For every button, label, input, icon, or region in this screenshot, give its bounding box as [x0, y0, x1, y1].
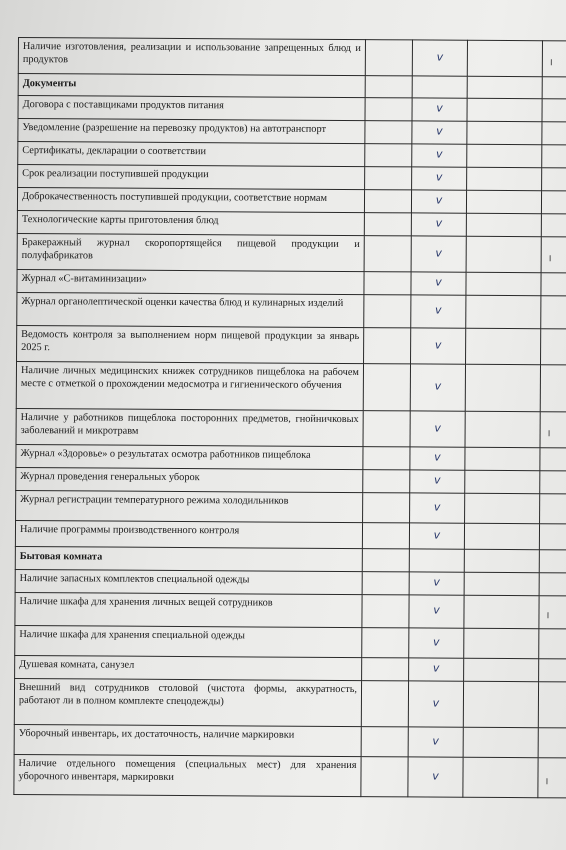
column-4-cell: [539, 550, 566, 573]
check-mark: v: [434, 379, 442, 393]
criterion-text: Журнал «Здоровье» о результатах осмотра работников пищеблока: [16, 444, 363, 469]
column-1-cell: [365, 167, 412, 190]
checklist-row: [16, 490, 566, 524]
column-1-cell: [363, 364, 410, 411]
column-4-cell: [539, 629, 566, 659]
column-4-cell: [539, 659, 566, 682]
column-4-cell: [540, 412, 566, 448]
column-4-cell: [542, 41, 566, 77]
check-mark: v: [436, 101, 443, 115]
criterion-text: Наличие личных медицинских книжек сотрудников пищеблока на рабочем месте с отметкой о прохождении медосмотра и гигиенического обучения: [16, 361, 363, 410]
compliance-mark-cell: [409, 549, 464, 572]
check-mark: v: [433, 635, 440, 649]
column-3-cell: [467, 98, 542, 121]
pencil-tick-mark: [550, 255, 551, 261]
column-4-cell: [542, 99, 566, 122]
check-mark: v: [434, 421, 441, 435]
criterion-text: Журнал регистрации температурного режима холодильников: [16, 490, 363, 522]
compliance-mark-cell: [411, 295, 466, 328]
criterion-text: Наличие у работников пищеблока посторонних предметов, гнойничковых заболеваний и микротравм: [16, 408, 363, 446]
compliance-mark-cell: [408, 681, 463, 727]
column-1-cell: [361, 757, 408, 797]
compliance-mark-cell: [409, 595, 464, 628]
column-4-cell: [538, 758, 566, 798]
compliance-mark-cell: [412, 40, 467, 76]
compliance-mark-cell: [411, 272, 466, 295]
check-mark: v: [436, 50, 444, 64]
check-mark: v: [432, 734, 439, 748]
criterion-text: Наличие шкафа для хранения личных вещей сотрудников: [15, 592, 362, 627]
column-4-cell: [542, 145, 566, 168]
check-mark: v: [435, 275, 442, 289]
checklist-row: [15, 520, 566, 550]
column-1-cell: [362, 549, 409, 572]
check-mark: v: [432, 769, 439, 783]
column-1-cell: [362, 628, 409, 658]
check-mark: v: [435, 147, 443, 161]
criterion-text: Журнал проведения генеральных уборок: [16, 467, 363, 492]
column-3-cell: [464, 628, 539, 658]
check-mark: v: [435, 246, 442, 260]
column-1-cell: [365, 40, 412, 76]
column-3-cell: [467, 144, 542, 167]
check-mark: v: [435, 170, 443, 184]
column-1-cell: [361, 727, 408, 757]
check-mark: v: [434, 338, 442, 352]
compliance-mark-cell: [409, 523, 464, 549]
column-4-cell: [541, 296, 566, 329]
criterion-text: Наличие шкафа для хранения специальной одежды: [15, 625, 362, 657]
compliance-mark-cell: [411, 213, 466, 236]
column-1-cell: [362, 523, 409, 549]
criterion-text: Бракеражный журнал скоропортящейся пищевой продукции и полуфабрикатов: [17, 233, 364, 271]
column-3-cell: [463, 681, 538, 727]
checklist-row: [16, 361, 566, 412]
column-1-cell: [365, 98, 412, 121]
column-3-cell: [467, 167, 542, 190]
column-1-cell: [364, 190, 411, 213]
compliance-mark-cell: [412, 98, 467, 121]
compliance-mark-cell: [412, 76, 467, 98]
column-4-cell: [540, 448, 566, 471]
check-mark: v: [433, 473, 441, 487]
criterion-text: Уведомление (разрешение на перевозку продуктов) на автотранспорт: [18, 119, 365, 144]
column-3-cell: [463, 727, 538, 757]
section-title: Документы: [18, 74, 365, 98]
checklist-row: [15, 592, 566, 629]
column-4-cell: [542, 77, 566, 99]
column-3-cell: [466, 328, 541, 364]
compliance-mark-cell: [410, 411, 465, 447]
column-1-cell: [363, 470, 410, 493]
compliance-mark-cell: [411, 236, 466, 272]
column-4-cell: [541, 329, 566, 365]
check-mark: v: [433, 500, 441, 514]
checklist-row: [17, 292, 566, 329]
compliance-mark-cell: [411, 328, 466, 364]
criterion-text: Наличие отдельного помещения (специальных мест) для хранения уборочного инвентаря, маркировки: [14, 754, 361, 796]
column-4-cell: [542, 168, 566, 191]
compliance-mark-cell: [408, 757, 463, 797]
column-1-cell: [362, 658, 409, 681]
check-mark: v: [436, 124, 443, 138]
check-mark: v: [433, 575, 440, 589]
column-1-cell: [363, 447, 410, 470]
check-mark: v: [435, 303, 442, 317]
criterion-text: Наличие запасных комплектов специальной одежды: [15, 569, 362, 594]
inspection-checklist-table: [13, 37, 566, 799]
criterion-text: Внешний вид сотрудников столовой (чистота формы, аккуратность, работают ли в полном комплекте спецодежды): [14, 678, 361, 726]
compliance-mark-cell: [412, 167, 467, 190]
compliance-mark-cell: [412, 121, 467, 144]
column-4-cell: [538, 728, 566, 758]
criterion-text: Сертификаты, декларации о соответствии: [18, 142, 365, 167]
column-3-cell: [466, 272, 541, 295]
column-1-cell: [364, 328, 411, 364]
checklist-row: [18, 38, 566, 78]
section-title: Бытовая комната: [15, 546, 362, 571]
criterion-text: Уборочный инвентарь, их достаточность, наличие маркировки: [14, 724, 361, 756]
criterion-text: Наличие программы производственного контроля: [15, 520, 362, 548]
compliance-mark-cell: [411, 190, 466, 213]
column-1-cell: [364, 213, 411, 236]
column-1-cell: [362, 595, 409, 628]
column-1-cell: [365, 76, 412, 98]
column-3-cell: [467, 76, 542, 98]
checklist-row: [14, 754, 566, 798]
column-4-cell: [542, 122, 566, 145]
compliance-mark-cell: [409, 572, 464, 595]
check-mark: v: [435, 216, 443, 230]
column-1-cell: [365, 144, 412, 167]
column-4-cell: [539, 573, 566, 596]
compliance-mark-cell: [410, 447, 465, 470]
column-1-cell: [362, 572, 409, 595]
column-3-cell: [465, 411, 540, 447]
column-3-cell: [465, 364, 540, 411]
criterion-text: Доброкачественность поступившей продукции, соответствие нормам: [17, 188, 364, 213]
column-4-cell: [541, 273, 566, 296]
criterion-text: Наличие изготовления, реализации и использование запрещенных блюд и продуктов: [18, 38, 365, 76]
compliance-mark-cell: [410, 493, 465, 523]
column-1-cell: [361, 681, 408, 727]
column-3-cell: [467, 40, 542, 76]
column-4-cell: [540, 494, 566, 524]
column-1-cell: [365, 121, 412, 144]
column-3-cell: [464, 658, 539, 681]
column-3-cell: [463, 757, 538, 797]
checklist-row: [16, 408, 566, 448]
column-4-cell: [541, 191, 566, 214]
check-mark: v: [435, 193, 443, 207]
pencil-tick-mark: [551, 59, 552, 65]
column-4-cell: [541, 214, 566, 237]
column-3-cell: [466, 213, 541, 236]
column-3-cell: [464, 549, 539, 572]
criterion-text: Договора с поставщиками продуктов питания: [18, 96, 365, 121]
column-3-cell: [464, 595, 539, 628]
check-mark: v: [434, 450, 441, 464]
compliance-mark-cell: [409, 658, 464, 681]
check-mark: v: [433, 603, 440, 617]
column-4-cell: [540, 471, 566, 494]
checklist-row: [15, 625, 566, 659]
check-mark: v: [433, 528, 441, 542]
column-4-cell: [538, 682, 566, 728]
column-3-cell: [465, 470, 540, 493]
column-1-cell: [363, 493, 410, 523]
column-1-cell: [364, 272, 411, 295]
column-3-cell: [467, 121, 542, 144]
checklist-row: [14, 724, 566, 758]
checklist-row: [17, 233, 566, 273]
checklist-row: [17, 325, 566, 365]
column-1-cell: [364, 295, 411, 328]
pencil-tick-mark: [547, 612, 548, 618]
column-3-cell: [465, 493, 540, 523]
criterion-text: Ведомость контроля за выполнением норм пищевой продукции за январь 2025 г.: [17, 325, 364, 363]
criterion-text: Журнал органолептической оценки качества блюд и кулинарных изделий: [17, 292, 364, 327]
column-3-cell: [466, 236, 541, 272]
column-1-cell: [363, 411, 410, 447]
checklist-row: [14, 678, 566, 728]
column-1-cell: [364, 236, 411, 272]
compliance-mark-cell: [410, 470, 465, 493]
column-3-cell: [466, 295, 541, 328]
column-3-cell: [464, 523, 539, 549]
compliance-mark-cell: [410, 364, 465, 411]
criterion-text: Срок реализации поступившей продукции: [18, 165, 365, 190]
criterion-text: Технологические карты приготовления блюд: [17, 210, 364, 235]
pencil-tick-mark: [549, 430, 550, 436]
check-mark: v: [432, 696, 440, 710]
compliance-mark-cell: [412, 144, 467, 167]
check-mark: v: [432, 661, 440, 675]
column-4-cell: [540, 365, 566, 412]
compliance-mark-cell: [409, 628, 464, 658]
column-3-cell: [466, 190, 541, 213]
column-4-cell: [539, 596, 566, 629]
column-4-cell: [539, 524, 566, 550]
column-3-cell: [464, 572, 539, 595]
column-3-cell: [465, 447, 540, 470]
criterion-text: Журнал «С-витаминизации»: [17, 269, 364, 294]
column-4-cell: [541, 237, 566, 273]
compliance-mark-cell: [408, 727, 463, 757]
pencil-tick-mark: [546, 778, 547, 784]
criterion-text: Душевая комната, санузел: [15, 655, 362, 680]
